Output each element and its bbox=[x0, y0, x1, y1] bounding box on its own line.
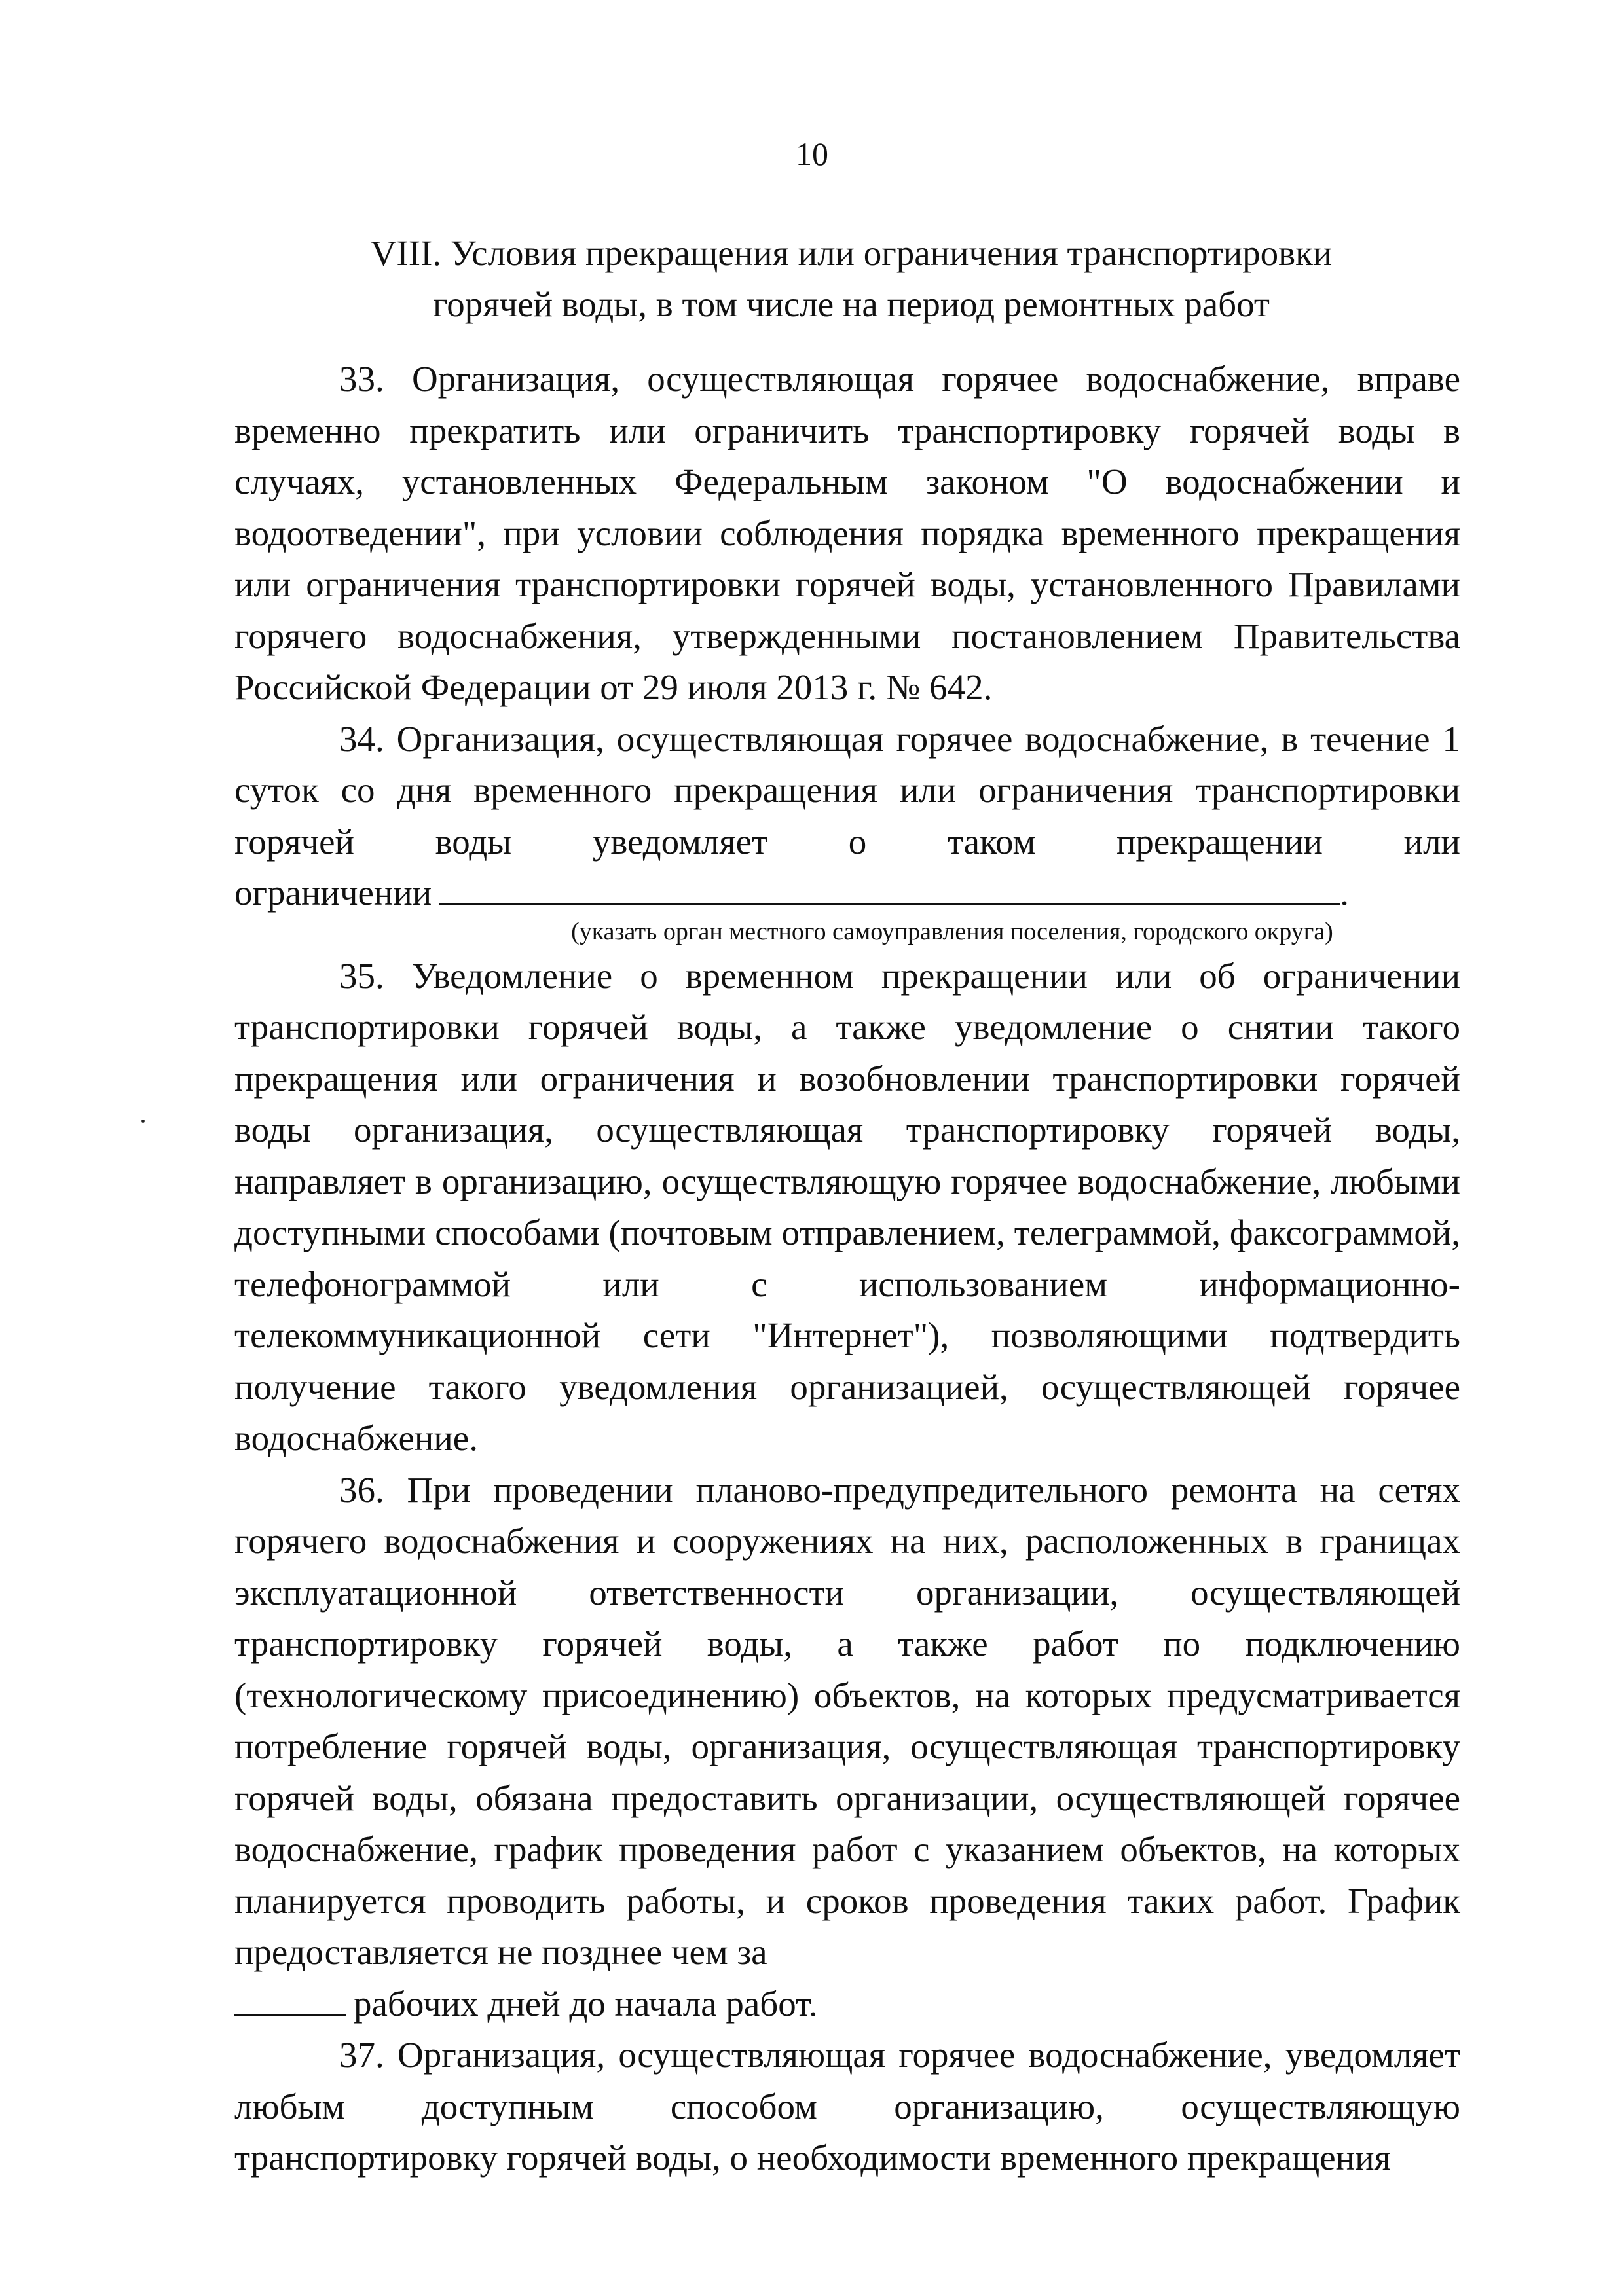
scan-speck bbox=[141, 1120, 145, 1123]
paragraph-36-fill-line bbox=[234, 1978, 1460, 2030]
paragraph-37: 37. Организация, осуществляющая горячее водоснабжение, уведомляет любым доступным способом организацию, осуществляющую транспортировку горячей воды, о необходимости временного прекращения bbox=[234, 2035, 1460, 2178]
paragraph-36-tail: рабочих дней до начала работ. bbox=[354, 1983, 818, 2024]
paragraph-35: 35. Уведомление о временном прекращении или об ограничении транспортировки горячей воды, а также уведомление о снятии такого прекращения или ограничения и возобновлении транспортировки горячей воды организация, осуществляющая транспортировку горячей воды, направляет в организацию, осуществляющую горячее водоснабжение, любыми доступными способами (почтовым отправлением, телеграммой, факсограммой, телефонограммой или с использованием информационно-телекоммуникационной сети "Интернет"), позволяющими подтвердить получение такого уведомления организацией, осуществляющей горячее водоснабжение. bbox=[234, 955, 1460, 1458]
paragraph-33: 33. Организация, осуществляющая горячее водоснабжение, вправе временно прекратить или ограничить транспортировку горячей воды в случаях, установленных Федеральным законом "О водоснабжении и водоотведении", при условии соблюдения порядка временного прекращения или ограничения транспортировки горячей воды, установленного Правилами горячего водоснабжения, утвержденными постановлением Правительства Российской Федерации от 29 июля 2013 г. № 642. bbox=[234, 359, 1460, 707]
paragraph-36: 36. При проведении планово-предупредительного ремонта на сетях горячего водоснабжения и сооружениях на них, расположенных в границах эксплуатационной ответственности организации, осуществляющей транспортировку горячей воды, а также работ по подключению (технологическому присоединению) объектов, на которых предусматривается потребление горячей воды, организация, осуществляющая транспортировку горячей воды, обязана предоставить организации, осуществляющей горячее водоснабжение, график проведения работ с указанием объектов, на которых планируется проводить работы, и сроков проведения таких работ. График предоставляется не позднее чем за bbox=[234, 1469, 1460, 1972]
paragraph-34: 34. Организация, осуществляющая горячее водоснабжение, в течение 1 суток со дня временного прекращения или ограничения транспортировки горячей воды уведомляет о таком прекращении или bbox=[234, 718, 1460, 862]
page-number: 10 bbox=[796, 136, 828, 172]
document-body bbox=[234, 354, 1460, 2184]
paragraph-34-tail-end: . bbox=[1340, 873, 1349, 913]
paragraph-34-fill-line bbox=[234, 867, 1460, 919]
section-title-line-2: горячей воды, в том числе на период ремонтных работ bbox=[433, 284, 1270, 324]
days-blank-line bbox=[234, 1982, 346, 2016]
paragraph-34-tail-word: ограничении bbox=[234, 873, 432, 913]
section-title bbox=[314, 228, 1388, 330]
authority-blank-caption: (указать орган местного самоуправления поселения, городского округа) bbox=[571, 917, 1333, 945]
section-title-line-1: VIII. Условия прекращения или ограничения транспортировки bbox=[370, 233, 1333, 273]
authority-blank-line bbox=[439, 871, 1340, 905]
